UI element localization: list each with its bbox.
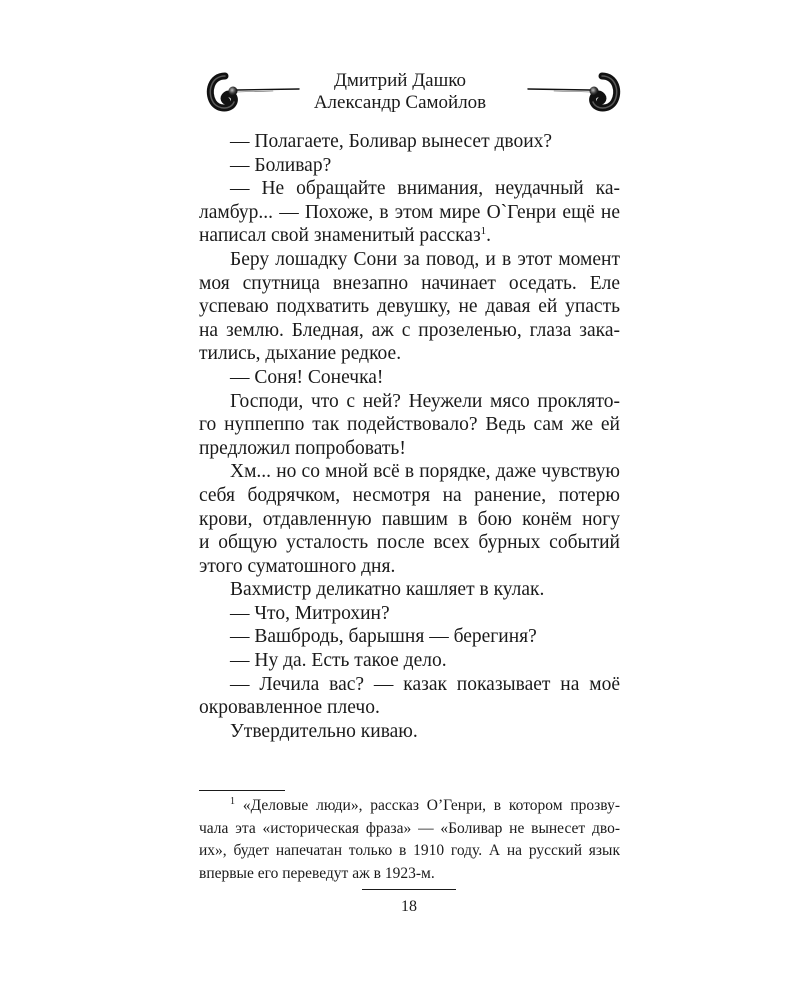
text-line-content: на землю. Бледная, аж с прозеленью, глаза зака- [199, 319, 620, 341]
text-line-content: — Боливар? [230, 154, 332, 176]
text-line [199, 295, 620, 319]
text-line-content: себя бодрячком, несмотря на ранение, потерю [199, 484, 620, 506]
footnote-separator [199, 790, 285, 791]
text-line [199, 248, 620, 272]
footnote-marker: 1 [230, 796, 235, 807]
footnote-line [199, 818, 620, 841]
page-number: 18 [401, 898, 417, 915]
text-line-content: написал свой знаменитый рассказ [199, 225, 481, 247]
text-line [199, 602, 620, 626]
text-line-content: Хм... но со мной всё в порядке, даже чувствую [230, 461, 620, 483]
text-line-content: — Ну да. Есть такое дело. [230, 650, 447, 672]
text-line [199, 154, 620, 178]
page-number-rule [362, 889, 456, 890]
author-name-2: Александр Самойлов [313, 92, 487, 113]
text-line: написал свой знаменитый рассказ$^1$. [199, 225, 492, 247]
text-line [199, 342, 620, 366]
text-line-content: — Вашбродь, барышня — берегиня? [230, 626, 537, 648]
text-line [199, 531, 620, 555]
footnote-line-content: впервые его переведут аж в 1923-м. [199, 864, 435, 882]
text-line-content: моя спутница внезапно начинает оседать. Еле [199, 272, 620, 294]
footnote [199, 795, 620, 885]
text-line-content: Беру лошадку Сони за повод, и в этот момент [230, 248, 620, 270]
text-line-content: — Соня! Сонечка! [230, 366, 384, 388]
footnote-line [199, 840, 620, 863]
author-name-1: Дмитрий Дашко [333, 70, 467, 91]
text-line-content: ламбур... — Похоже, в этом мире О`Генри ещё не [199, 201, 620, 223]
footnote-reference[interactable]: 1 [480, 225, 487, 238]
footnote-line [199, 863, 620, 886]
text-line [199, 272, 620, 296]
text-line [199, 578, 620, 602]
footnote-line [199, 795, 620, 818]
text-line [199, 319, 620, 343]
text-line-content: — Полагаете, Боливар вынесет двоих? [230, 131, 553, 152]
text-line [199, 720, 620, 744]
text-line-content: этого суматошного дня. [199, 555, 396, 577]
text-line [199, 366, 620, 390]
text-line [199, 484, 620, 508]
text-line-content: — Что, Митрохин? [230, 602, 390, 624]
text-line-content: Вахмистр деликатно кашляет в кулак. [230, 579, 545, 601]
footnote-line-content: их», будет напечатан только в 1910 году. А на русский язык [199, 842, 620, 860]
footnote-line-content: чала эта «историческая фраза» — «Боливар не вынесет дво- [199, 819, 620, 837]
text-line [199, 413, 620, 437]
text-line [199, 555, 620, 579]
text-line-content: — Не обращайте внимания, неудачный ка- [230, 178, 620, 200]
text-line-content: Утвердительно киваю. [230, 720, 418, 742]
text-line [199, 130, 620, 154]
text-line [199, 673, 620, 697]
text-line [199, 390, 620, 414]
text-line-content: го нуппеппо так подействовало? Ведь сам же ей [199, 414, 620, 436]
text-line [199, 201, 620, 225]
text-line-content: предложил попробовать! [199, 437, 406, 459]
text-line [199, 508, 620, 532]
text-line-content: Господи, что с ней? Неужели мясо проклято- [230, 390, 620, 412]
text-line-content: успеваю подхватить девушку, не давая ей упасть [199, 296, 620, 318]
text-line-content: — Лечила вас? — казак показывает на моё [230, 673, 620, 695]
text-line-content: тились, дыхание редкое. [199, 343, 402, 365]
text-line [199, 460, 620, 484]
text-line [199, 625, 620, 649]
running-header [0, 70, 800, 114]
body-text [199, 130, 620, 743]
footnote-line-content: «Деловые люди», рассказ О’Генри, в котором прозву- [242, 797, 620, 814]
text-line [199, 696, 620, 720]
text-line-content: окровавленное плечо. [199, 697, 380, 719]
text-line [199, 649, 620, 673]
text-line-content: и общую усталость после всех бурных событий [199, 532, 620, 554]
text-line [199, 437, 620, 461]
text-line [199, 177, 620, 201]
text-line-content: крови, отдавленную павшим в бою конём ногу [199, 508, 620, 530]
